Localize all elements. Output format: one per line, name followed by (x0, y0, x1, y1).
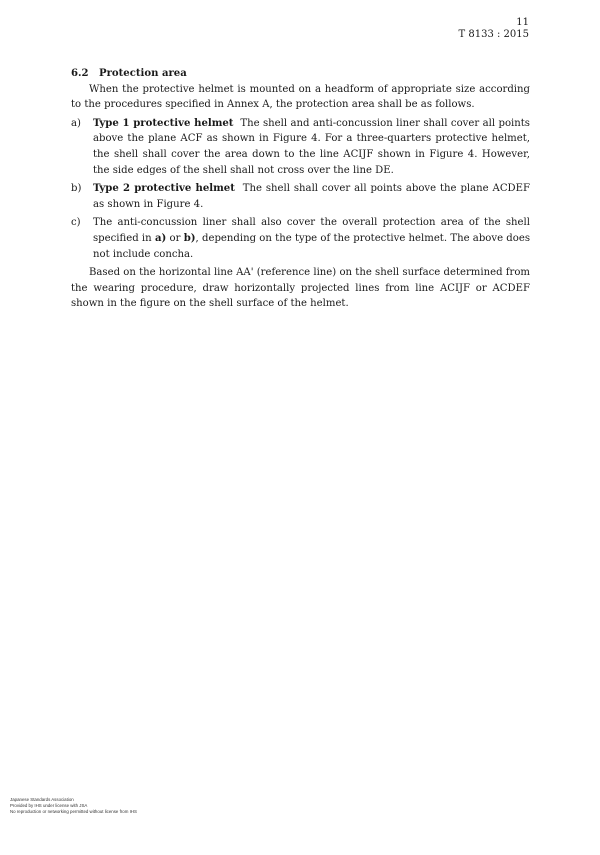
page-number: 11 (516, 17, 529, 28)
item-ref-b: b) (183, 232, 196, 244)
intro-paragraph: When the protective helmet is mounted on a headform of appropriate size according to the procedures specified in Annex A, the protection area shall be as follows. (71, 83, 530, 111)
item-text: The shell and anti-concussion liner shall cover all points above the plane ACF as shown in Figure 4. For a three-quarters protective helmet, the shell shall cover the area down to the line ACIJF shown in Figure 4. However, the side edges of the shell shall not cross over the line DE. (93, 117, 530, 176)
list-item-c (71, 215, 530, 262)
footer-line: Provided by IHS under license with JSA (10, 803, 88, 808)
item-marker: c) (71, 217, 81, 229)
section-content (71, 66, 530, 312)
section-number: 6.2 (71, 68, 89, 79)
closing-paragraph: Based on the horizontal line AA' (reference line) on the shell surface determined from the wearing procedure, draw horizontally projected lines from line ACIJF or ACDEF shown in the figure on the shell surface of the helmet. (71, 267, 530, 310)
item-text: The anti-concussion liner shall also cover the overall protection area of the shell specified in (93, 217, 530, 244)
standard-id: T 8133 : 2015 (458, 29, 529, 40)
item-marker: a) (71, 117, 81, 129)
item-text: or (166, 232, 184, 244)
section-title: Protection area (99, 68, 187, 79)
footer-notice (10, 797, 137, 815)
item-heading: Type 2 protective helmet (93, 183, 235, 195)
list-item-b (71, 181, 530, 212)
section-heading (71, 66, 530, 82)
list-item-a (71, 116, 530, 178)
item-heading: Type 1 protective helmet (93, 117, 234, 129)
item-ref-a: a) (154, 232, 167, 244)
item-marker: b) (71, 183, 82, 195)
footer-line: No reproduction or networking permitted without license from IHS (10, 809, 137, 814)
item-text: The shell shall cover all points above the plane ACDEF as shown in Figure 4. (93, 183, 531, 210)
footer-line: Japanese Standards Association (10, 797, 74, 802)
item-text: , depending on the type of the protective helmet. The above does not include concha. (93, 232, 530, 260)
